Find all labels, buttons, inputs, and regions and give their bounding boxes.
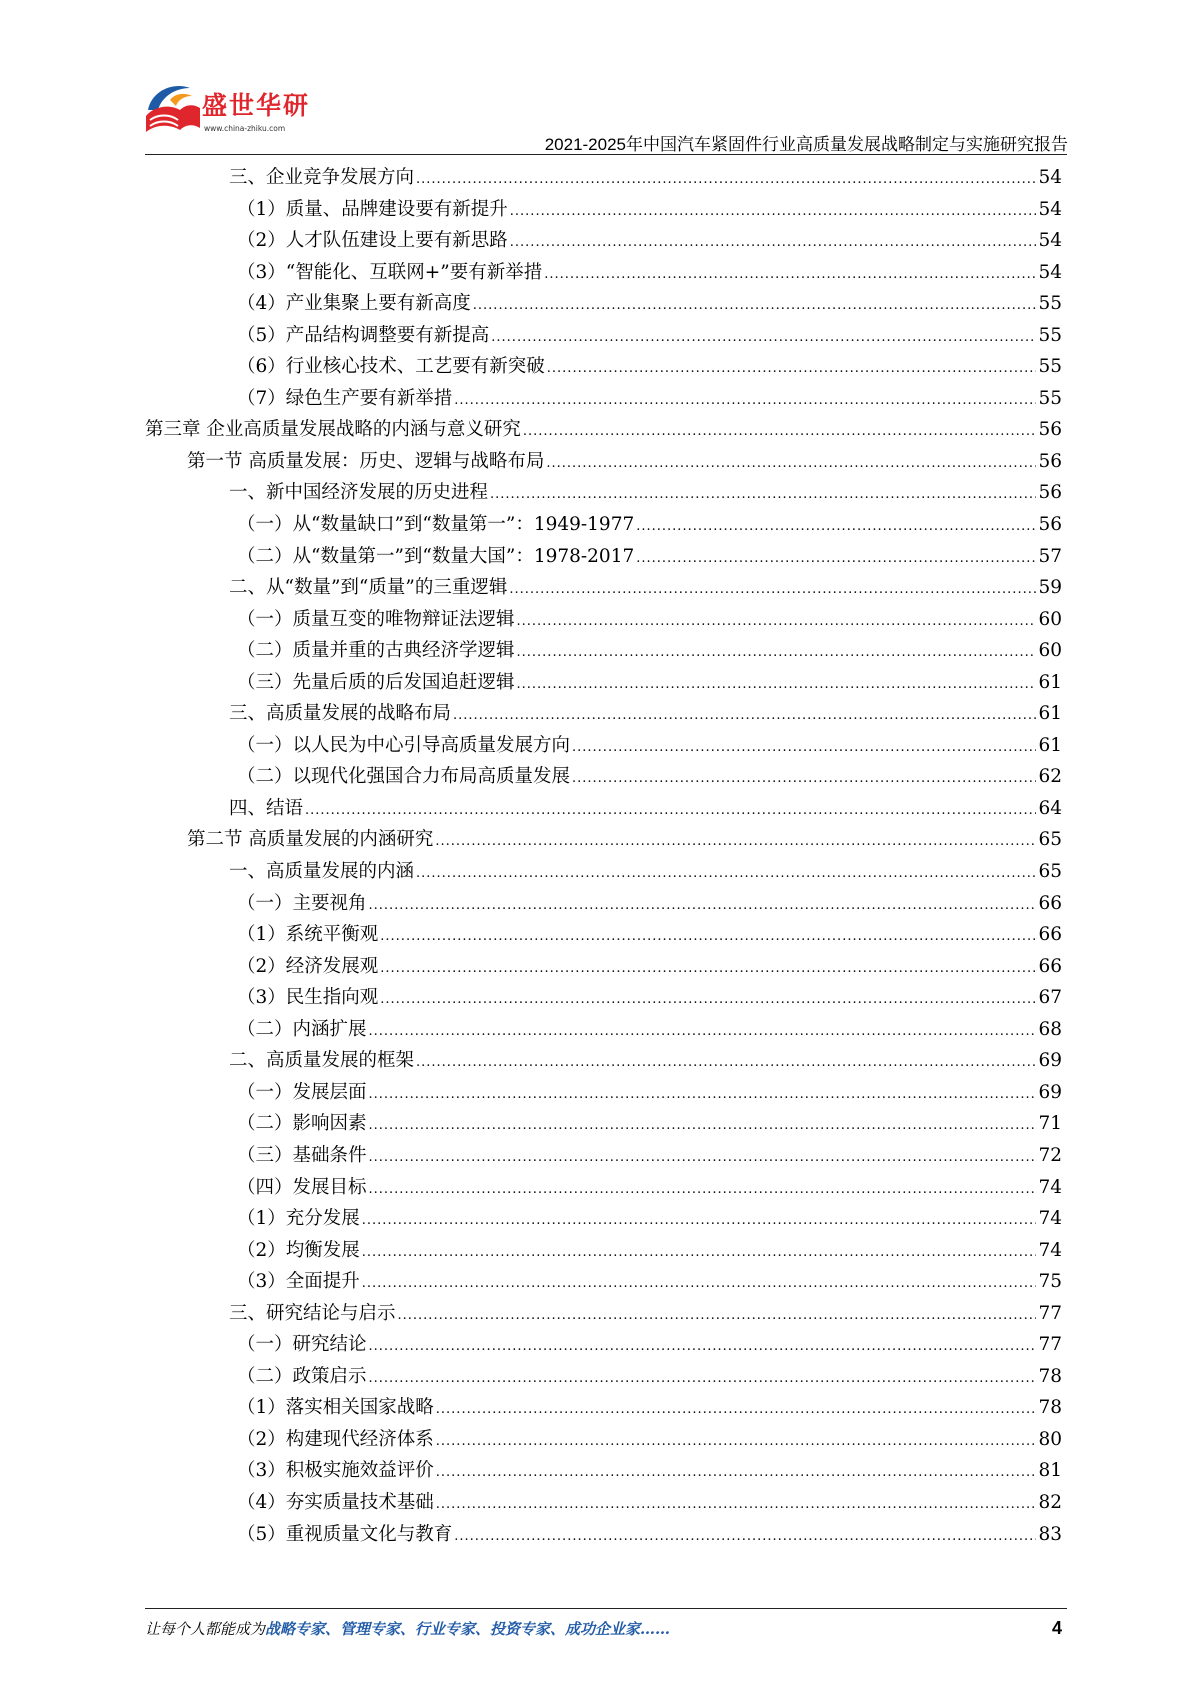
toc-entry[interactable] [145, 1392, 1062, 1424]
toc-entry-label: （1）充分发展 [237, 1208, 360, 1230]
toc-entry-label: （5）重视质量文化与教育 [237, 1523, 453, 1545]
toc-entry-page: 61 [1038, 671, 1062, 693]
toc-entry-label: 一、高质量发展的内涵 [229, 861, 415, 883]
toc-dot-leader [380, 953, 1036, 985]
toc-entry-label: （一）从“数量缺口”到“数量第一”：1949-1977 [237, 514, 635, 536]
toc-dot-leader [547, 353, 1037, 385]
toc-dot-leader [454, 1521, 1036, 1553]
toc-entry-page: 69 [1038, 1050, 1062, 1072]
toc-entry-page: 61 [1038, 703, 1062, 725]
toc-entry-label: （四）发展目标 [237, 1176, 367, 1198]
toc-entry[interactable] [145, 1172, 1062, 1204]
toc-entry[interactable] [145, 477, 1062, 509]
toc-entry[interactable] [145, 824, 1062, 856]
toc-dot-leader [509, 574, 1036, 606]
toc-dot-leader [436, 1426, 1037, 1458]
toc-entry-label: 第二节 高质量发展的内涵研究 [187, 829, 434, 851]
toc-entry[interactable] [145, 1266, 1062, 1298]
toc-entry-label: （1）质量、品牌建设要有新提升 [237, 198, 508, 220]
page-header [0, 0, 1191, 160]
toc-dot-leader [572, 763, 1036, 795]
toc-entry[interactable] [145, 698, 1062, 730]
toc-entry-page: 55 [1038, 293, 1062, 315]
toc-entry-page: 57 [1038, 545, 1062, 567]
toc-dot-leader [369, 890, 1037, 922]
toc-entry[interactable] [145, 383, 1062, 415]
toc-entry-label: （一）主要视角 [237, 892, 367, 914]
toc-dot-leader [517, 606, 1037, 638]
toc-entry-page: 54 [1038, 198, 1062, 220]
toc-entry-page: 77 [1038, 1334, 1062, 1356]
toc-entry-page: 68 [1038, 1018, 1062, 1040]
toc-entry-page: 83 [1038, 1523, 1062, 1545]
toc-entry-label: （3）“智能化、互联网+”要有新举措 [237, 261, 543, 283]
toc-entry[interactable] [145, 730, 1062, 762]
toc-entry[interactable] [145, 1077, 1062, 1109]
toc-entry-page: 60 [1038, 640, 1062, 662]
toc-entry-label: 三、企业竞争发展方向 [229, 167, 415, 188]
toc-dot-leader [435, 826, 1036, 858]
footer-divider [145, 1608, 1067, 1609]
footer-slogan-emphasis: 战略专家、管理专家、行业专家、投资专家、成功企业家…… [265, 1620, 671, 1638]
toc-dot-leader [398, 1300, 1037, 1332]
toc-dot-leader [454, 385, 1036, 417]
toc-entry-page: 56 [1038, 514, 1062, 536]
toc-entry-label: （2）构建现代经济体系 [237, 1428, 434, 1450]
toc-entry-page: 60 [1038, 608, 1062, 630]
toc-entry-label: （2）人才队伍建设上要有新思路 [237, 230, 508, 252]
toc-dot-leader [491, 322, 1036, 354]
toc-entry-label: （4）产业集聚上要有新高度 [237, 293, 471, 315]
toc-entry-page: 78 [1038, 1365, 1062, 1387]
toc-entry-label: （一）发展层面 [237, 1081, 367, 1103]
toc-dot-leader [636, 511, 1036, 543]
toc-entry[interactable] [145, 667, 1062, 699]
toc-entry-page: 69 [1038, 1081, 1062, 1103]
toc-entry[interactable] [145, 951, 1062, 983]
toc-entry-label: （1）系统平衡观 [237, 924, 379, 946]
toc-entry-page: 55 [1038, 356, 1062, 378]
toc-entry-label: （2）均衡发展 [237, 1239, 360, 1261]
toc-entry-page: 54 [1038, 167, 1062, 188]
toc-entry-page: 54 [1038, 261, 1062, 283]
toc-entry-label: （一）研究结论 [237, 1334, 367, 1356]
toc-entry-label: 三、高质量发展的战略布局 [229, 703, 452, 725]
toc-entry-label: （3）积极实施效益评价 [237, 1460, 434, 1482]
toc-dot-leader [369, 1363, 1037, 1395]
toc-entry-page: 72 [1038, 1144, 1062, 1166]
toc-entry-page: 66 [1038, 892, 1062, 914]
toc-dot-leader [473, 290, 1037, 322]
toc-entry-page: 74 [1038, 1208, 1062, 1230]
toc-entry[interactable] [145, 351, 1062, 383]
toc-entry-page: 56 [1038, 482, 1062, 504]
toc-entry-label: 第一节 高质量发展：历史、逻辑与战略布局 [187, 450, 545, 472]
page-footer [145, 1618, 1062, 1648]
toc-entry-label: （二）影响因素 [237, 1113, 367, 1135]
toc-entry-page: 75 [1038, 1271, 1062, 1293]
toc-dot-leader [380, 984, 1036, 1016]
toc-entry[interactable] [145, 288, 1062, 320]
toc-entry[interactable] [145, 194, 1062, 226]
toc-entry[interactable] [145, 446, 1062, 478]
page-number: 4 [1051, 1618, 1062, 1638]
toc-entry-page: 67 [1038, 987, 1062, 1009]
toc-dot-leader [544, 259, 1036, 291]
toc-dot-leader [546, 448, 1036, 480]
toc-entry[interactable] [145, 635, 1062, 667]
toc-entry-label: （1）落实相关国家战略 [237, 1397, 434, 1419]
toc-entry-page: 82 [1038, 1491, 1062, 1513]
toc-entry-label: （二）政策启示 [237, 1365, 367, 1387]
toc-dot-leader [636, 543, 1036, 575]
toc-entry[interactable] [145, 1108, 1062, 1140]
toc-entry-label: （三）先量后质的后发国追赶逻辑 [237, 671, 515, 693]
table-of-contents [145, 162, 1062, 1550]
toc-entry[interactable] [145, 225, 1062, 257]
toc-entry-page: 54 [1038, 230, 1062, 252]
toc-entry-label: （一）以人民为中心引导高质量发展方向 [237, 734, 571, 756]
toc-dot-leader [380, 921, 1036, 953]
company-logo [140, 80, 320, 152]
toc-entry[interactable] [145, 919, 1062, 951]
toc-entry[interactable] [145, 1014, 1062, 1046]
toc-dot-leader [416, 858, 1036, 890]
report-title: 2021-2025年中国汽车紧固件行业高质量发展战略制定与实施研究报告 [544, 135, 1068, 154]
toc-entry-label: 二、从“数量”到“质量”的三重逻辑 [229, 577, 508, 599]
toc-dot-leader [510, 227, 1037, 259]
toc-entry-page: 74 [1038, 1239, 1062, 1261]
toc-entry[interactable] [145, 856, 1062, 888]
toc-dot-leader [453, 700, 1036, 732]
toc-entry-page: 65 [1038, 829, 1062, 851]
toc-entry[interactable] [145, 1329, 1062, 1361]
logo-book-icon [140, 80, 202, 142]
toc-entry[interactable] [145, 604, 1062, 636]
toc-entry-label: 四、结语 [229, 797, 304, 819]
toc-entry[interactable] [145, 509, 1062, 541]
toc-dot-leader [305, 795, 1036, 827]
toc-entry[interactable] [145, 1487, 1062, 1519]
toc-entry[interactable] [145, 761, 1062, 793]
toc-entry-label: （二）以现代化强国合力布局高质量发展 [237, 766, 571, 788]
toc-dot-leader [416, 1047, 1036, 1079]
toc-dot-leader [362, 1205, 1037, 1237]
toc-entry[interactable] [145, 572, 1062, 604]
toc-entry-page: 56 [1038, 450, 1062, 472]
toc-entry-page: 77 [1038, 1302, 1062, 1324]
toc-entry[interactable] [145, 1235, 1062, 1267]
toc-entry[interactable] [145, 162, 1062, 194]
toc-dot-leader [362, 1268, 1037, 1300]
toc-entry[interactable] [145, 793, 1062, 825]
toc-entry[interactable] [145, 1455, 1062, 1487]
toc-dot-leader [436, 1457, 1037, 1489]
toc-entry-page: 61 [1038, 734, 1062, 756]
toc-entry-label: （3）全面提升 [237, 1271, 360, 1293]
toc-entry-page: 80 [1038, 1428, 1062, 1450]
toc-entry[interactable] [145, 888, 1062, 920]
toc-entry-page: 62 [1038, 766, 1062, 788]
toc-dot-leader [436, 1489, 1037, 1521]
toc-entry[interactable] [145, 414, 1062, 446]
toc-entry-label: （一）质量互变的唯物辩证法逻辑 [237, 608, 515, 630]
toc-entry-page: 55 [1038, 324, 1062, 346]
toc-entry[interactable] [145, 257, 1062, 289]
toc-entry-label: （3）民生指向观 [237, 987, 379, 1009]
toc-dot-leader [369, 1142, 1037, 1174]
toc-entry-label: （二）从“数量第一”到“数量大国”：1978-2017 [237, 545, 635, 567]
toc-entry-page: 65 [1038, 861, 1062, 883]
toc-entry-label: （6）行业核心技术、工艺要有新突破 [237, 356, 545, 378]
toc-entry[interactable] [145, 320, 1062, 352]
toc-entry-page: 78 [1038, 1397, 1062, 1419]
toc-dot-leader [523, 416, 1037, 448]
toc-entry-label: 三、研究结论与启示 [229, 1302, 396, 1324]
toc-entry-label: （4）夯实质量技术基础 [237, 1491, 434, 1513]
toc-entry-label: 二、高质量发展的框架 [229, 1050, 415, 1072]
toc-dot-leader [369, 1079, 1037, 1111]
toc-entry-label: （二）内涵扩展 [237, 1018, 367, 1040]
toc-entry[interactable] [145, 1361, 1062, 1393]
toc-entry-label: （二）质量并重的古典经济学逻辑 [237, 640, 515, 662]
toc-entry[interactable] [145, 982, 1062, 1014]
toc-entry-page: 66 [1038, 924, 1062, 946]
toc-entry-label: （5）产品结构调整要有新提高 [237, 324, 490, 346]
toc-entry-page: 71 [1038, 1113, 1062, 1135]
toc-entry-page: 66 [1038, 955, 1062, 977]
toc-entry[interactable] [145, 1045, 1062, 1077]
header-divider [145, 154, 1067, 155]
toc-entry[interactable] [145, 1203, 1062, 1235]
toc-entry-label: （三）基础条件 [237, 1144, 367, 1166]
toc-dot-leader [416, 164, 1036, 196]
toc-entry[interactable] [145, 1140, 1062, 1172]
toc-entry-page: 81 [1038, 1460, 1062, 1482]
toc-entry-label: 一、新中国经济发展的历史进程 [229, 482, 489, 504]
toc-entry-label: （2）经济发展观 [237, 955, 379, 977]
toc-dot-leader [490, 479, 1036, 511]
toc-entry-page: 64 [1038, 797, 1062, 819]
footer-slogan-prefix: 让每个人都能成为 [145, 1620, 266, 1638]
toc-entry[interactable] [145, 1424, 1062, 1456]
logo-name: 盛世华研 [202, 91, 311, 120]
toc-dot-leader [369, 1174, 1037, 1206]
toc-entry-label: 第三章 企业高质量发展战略的内涵与意义研究 [145, 419, 521, 441]
toc-entry[interactable] [145, 541, 1062, 573]
toc-entry-page: 59 [1038, 577, 1062, 599]
toc-entry-page: 74 [1038, 1176, 1062, 1198]
toc-entry-label: （7）绿色生产要有新举措 [237, 387, 453, 409]
toc-dot-leader [572, 732, 1036, 764]
toc-dot-leader [517, 669, 1037, 701]
toc-entry-page: 56 [1038, 419, 1062, 441]
toc-entry[interactable] [145, 1519, 1062, 1551]
toc-dot-leader [517, 637, 1037, 669]
toc-dot-leader [510, 196, 1037, 228]
toc-entry-page: 55 [1038, 387, 1062, 409]
toc-dot-leader [369, 1016, 1037, 1048]
toc-dot-leader [369, 1110, 1037, 1142]
toc-dot-leader [436, 1394, 1037, 1426]
toc-dot-leader [362, 1237, 1037, 1269]
toc-entry[interactable] [145, 1298, 1062, 1330]
logo-url: www.china-zhiku.com [204, 124, 286, 133]
toc-dot-leader [369, 1331, 1037, 1363]
